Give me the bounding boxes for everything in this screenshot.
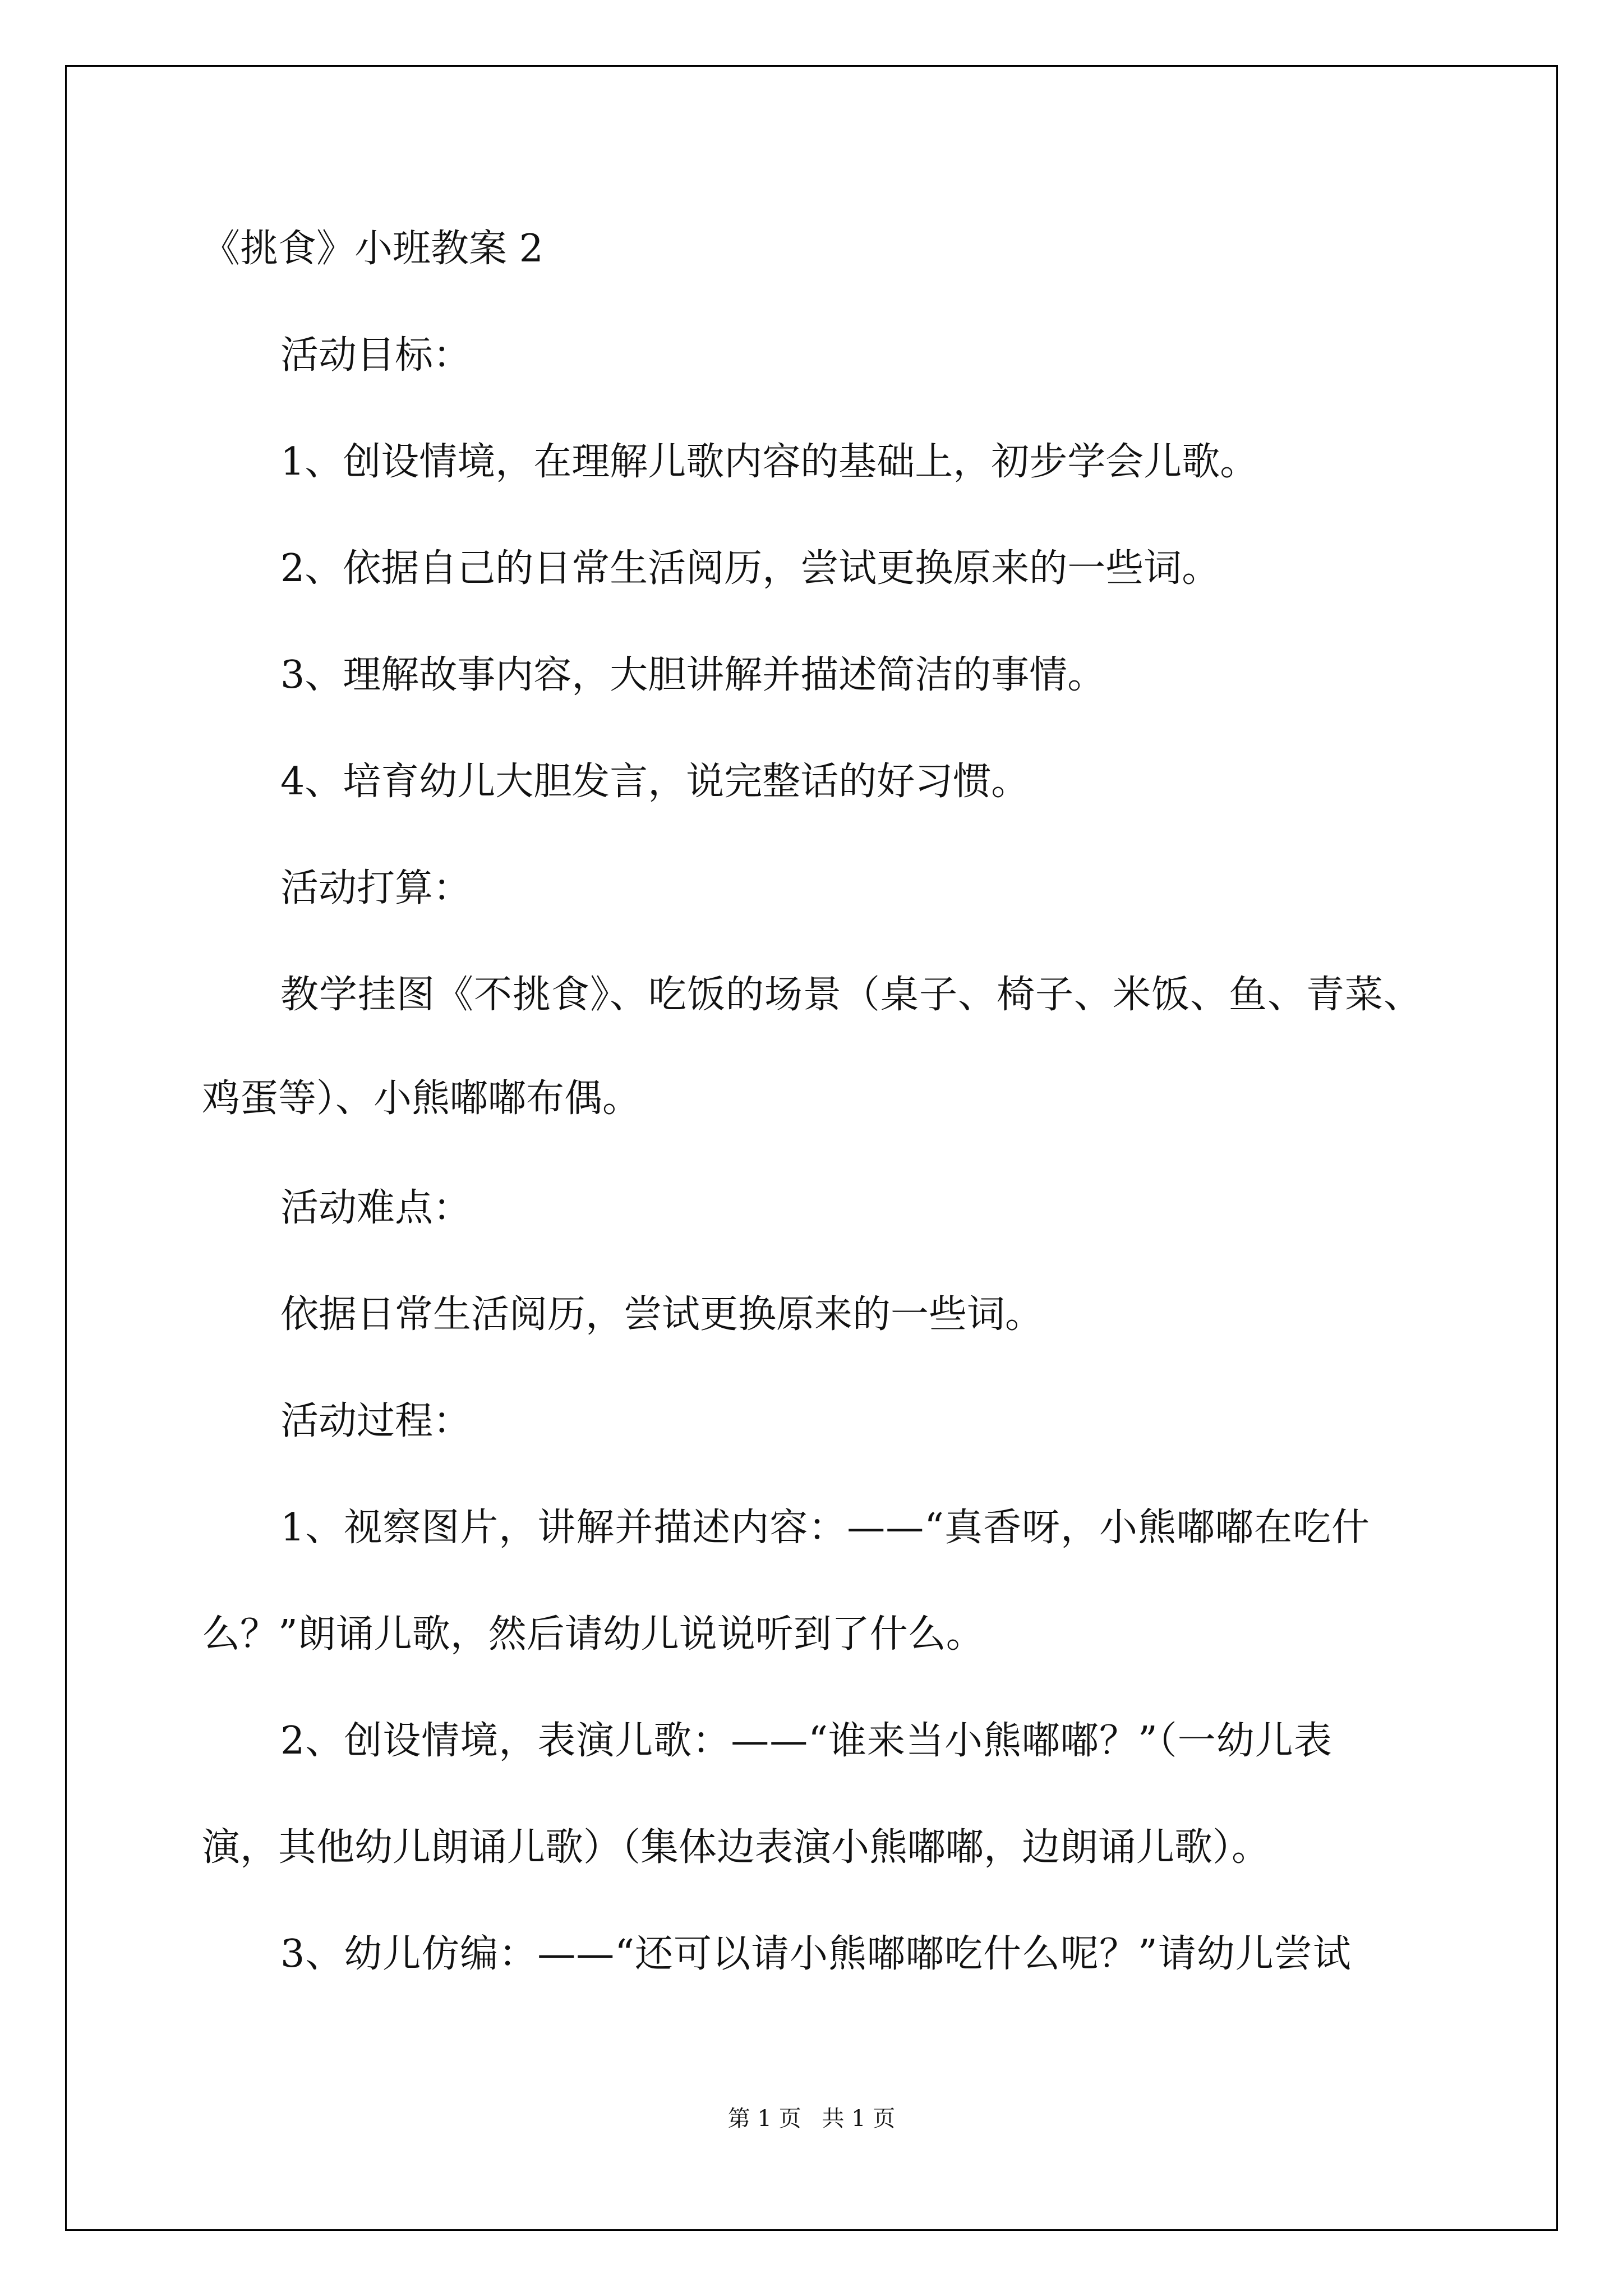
section-heading-prep: 活动打算： bbox=[280, 866, 472, 910]
paragraph-line: 1、创设情境，在理解儿歌内容的基础上，初步学会儿歌。 bbox=[280, 440, 1258, 484]
paragraph-line: 鸡蛋等）、小熊嘟嘟布偶。 bbox=[202, 1076, 641, 1121]
paragraph-line: 么？”朗诵儿歌，然后请幼儿说说听到了什么。 bbox=[202, 1612, 984, 1657]
page-number: 第 1 页 bbox=[727, 2106, 801, 2132]
paragraph-line: 3、理解故事内容，大胆讲解并描述简洁的事情。 bbox=[280, 653, 1106, 697]
document-title: 《挑食》小班教案 2 bbox=[202, 227, 543, 271]
paragraph-line: 2、创设情境，表演儿歌：——“谁来当小熊嘟嘟？”（一幼儿表 bbox=[280, 1719, 1332, 1763]
section-heading-goals: 活动目标： bbox=[280, 333, 472, 378]
page-footer bbox=[0, 2101, 1623, 2133]
paragraph-line: 依据日常生活阅历，尝试更换原来的一些词。 bbox=[280, 1292, 1044, 1337]
paragraph-line: 演，其他幼儿朗诵儿歌）（集体边表演小熊嘟嘟，边朗诵儿歌）。 bbox=[202, 1825, 1270, 1870]
paragraph-line: 1、视察图片，讲解并描述内容：——“真香呀，小熊嘟嘟在吃什 bbox=[280, 1506, 1371, 1550]
paragraph-line: 教学挂图《不挑食》、吃饭的场景（桌子、椅子、米饭、鱼、青菜、 bbox=[280, 973, 1423, 1017]
paragraph-line: 3、幼儿仿编：——“还可以请小熊嘟嘟吃什么呢？”请幼儿尝试 bbox=[280, 1932, 1352, 1976]
page-total: 共 1 页 bbox=[822, 2106, 896, 2132]
section-heading-difficulty: 活动难点： bbox=[280, 1186, 472, 1230]
paragraph-line: 4、培育幼儿大胆发言，说完整话的好习惯。 bbox=[280, 760, 1030, 804]
section-heading-process: 活动过程： bbox=[280, 1399, 472, 1443]
page-frame bbox=[65, 65, 1558, 2231]
paragraph-line: 2、依据自己的日常生活阅历，尝试更换原来的一些词。 bbox=[280, 546, 1220, 591]
